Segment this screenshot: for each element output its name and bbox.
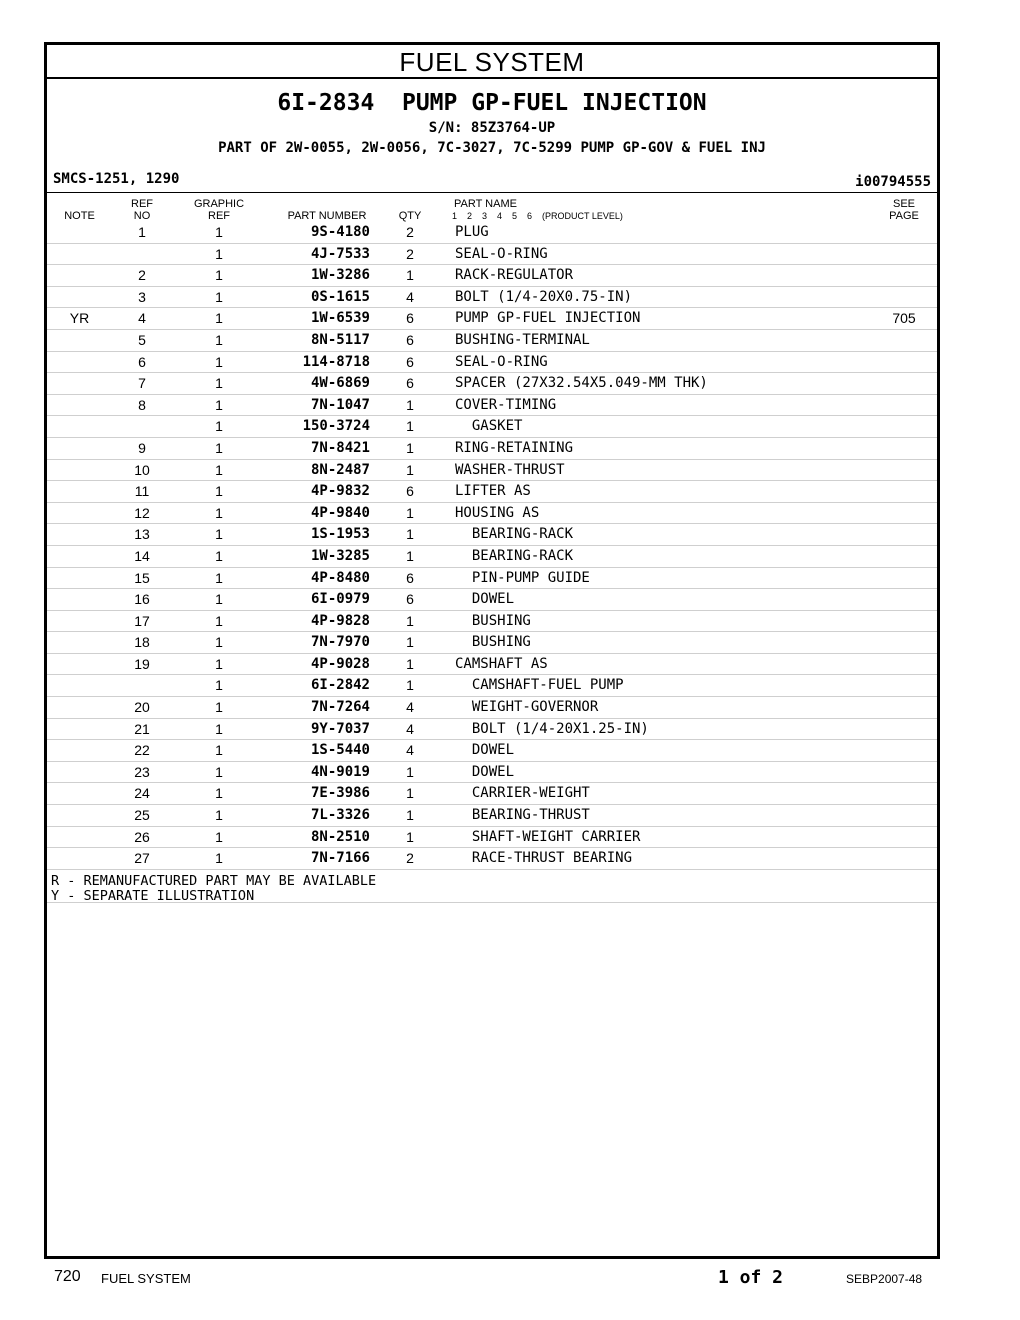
graphic-ref-cell: 1 [215, 828, 223, 845]
table-row [47, 827, 937, 849]
table-row [47, 611, 937, 633]
part-number-cell: 4N-9019 [310, 763, 370, 780]
column-header-qty [395, 210, 425, 222]
table-row [47, 762, 937, 784]
graphic-ref-cell: 1 [215, 807, 223, 824]
graphic-ref-cell: 1 [215, 288, 223, 305]
graphic-ref-cell: 1 [215, 699, 223, 716]
column-header-see-page [879, 198, 929, 222]
part-number-cell: 4P-9840 [310, 504, 370, 521]
qty-cell: 1 [406, 267, 414, 284]
column-header-qty-label: QTY [398, 210, 422, 222]
ref-no-cell: 9 [138, 439, 146, 456]
part-name-cell: SPACER (27X32.54X5.049-MM THK) [455, 375, 708, 392]
part-name-cell: BUSHING [455, 612, 531, 629]
table-row [47, 265, 937, 287]
part-name-cell: CARRIER-WEIGHT [455, 785, 590, 802]
ref-no-cell: 12 [134, 504, 150, 521]
ref-no-cell: 19 [134, 655, 150, 672]
qty-cell: 1 [406, 439, 414, 456]
qty-cell: 1 [406, 526, 414, 543]
column-header-graphic-line1: GRAPHIC [193, 198, 245, 210]
ref-no-cell: 25 [134, 807, 150, 824]
part-number-cell: 4W-6869 [310, 375, 370, 392]
column-header-note-label: NOTE [64, 210, 95, 222]
part-name-cell: GASKET [455, 418, 523, 435]
ref-no-cell: 24 [134, 785, 150, 802]
part-name-cell: BEARING-RACK [455, 526, 574, 543]
qty-cell: 6 [406, 331, 414, 348]
page-frame [44, 42, 940, 1259]
table-row [47, 460, 937, 482]
ref-no-cell: 6 [138, 353, 146, 370]
graphic-ref-cell: 1 [215, 375, 223, 392]
part-name-cell: WASHER-THRUST [455, 461, 565, 478]
qty-cell: 4 [406, 742, 414, 759]
table-row [47, 654, 937, 676]
ref-no-cell: 8 [138, 396, 146, 413]
ref-no-cell: 11 [134, 483, 150, 500]
column-header-graphic [184, 198, 254, 222]
ref-no-cell: 14 [134, 547, 150, 564]
part-number-cell: 1W-3285 [310, 547, 370, 564]
table-row [47, 719, 937, 741]
qty-cell: 1 [406, 785, 414, 802]
footer-page-number: 720 [54, 1268, 81, 1285]
footer-page-count: 1 of 2 [718, 1267, 784, 1288]
table-row [47, 589, 937, 611]
ref-no-cell: 27 [134, 850, 150, 867]
part-number-cell: 6I-0979 [310, 591, 370, 608]
table-row [47, 244, 937, 266]
serial-number: S/N: 85Z3764-UP [428, 120, 556, 136]
graphic-ref-cell: 1 [215, 547, 223, 564]
qty-cell: 1 [406, 418, 414, 435]
part-number-cell: 0S-1615 [310, 288, 370, 305]
graphic-ref-cell: 1 [215, 612, 223, 629]
qty-cell: 1 [406, 504, 414, 521]
table-row [47, 675, 937, 697]
graphic-ref-cell: 1 [215, 483, 223, 500]
ref-no-cell: 21 [134, 720, 150, 737]
part-name-cell: DOWEL [455, 763, 515, 780]
table-row [47, 481, 937, 503]
graphic-ref-cell: 1 [215, 224, 223, 240]
qty-cell: 6 [406, 591, 414, 608]
part-number-cell: 4P-8480 [310, 569, 370, 586]
column-header-ref-line1: REF [131, 198, 153, 210]
part-number-cell: 7N-7970 [310, 634, 370, 651]
graphic-ref-cell: 1 [215, 569, 223, 586]
part-number-cell: 8N-2487 [310, 461, 370, 478]
part-number-cell: 7L-3326 [310, 807, 370, 824]
part-number-cell: 114-8718 [302, 353, 370, 370]
qty-cell: 2 [406, 224, 414, 240]
table-row [47, 740, 937, 762]
column-header-see-line2: PAGE [889, 210, 919, 222]
part-name-cell: BEARING-RACK [455, 547, 574, 564]
graphic-ref-cell: 1 [215, 267, 223, 284]
ref-no-cell: 16 [134, 591, 150, 608]
column-header-graphic-line2: REF [208, 210, 230, 222]
column-header-part-number-label: PART NUMBER [287, 210, 367, 222]
qty-cell: 1 [406, 807, 414, 824]
part-number-cell: 9S-4180 [310, 224, 370, 240]
parts-table [47, 222, 937, 870]
qty-cell: 1 [406, 547, 414, 564]
table-row [47, 438, 937, 460]
part-name-cell: CAMSHAFT AS [455, 655, 548, 672]
part-name-cell: HOUSING AS [455, 504, 540, 521]
qty-cell: 2 [406, 850, 414, 867]
part-number-cell: 4P-9832 [310, 483, 370, 500]
ref-no-cell: 23 [134, 763, 150, 780]
ref-no-cell: 18 [134, 634, 150, 651]
smcs-code: SMCS-1251, 1290 [53, 171, 180, 187]
qty-cell: 6 [406, 353, 414, 370]
graphic-ref-cell: 1 [215, 850, 223, 867]
graphic-ref-cell: 1 [215, 461, 223, 478]
table-row [47, 416, 937, 438]
table-row [47, 395, 937, 417]
graphic-ref-cell: 1 [215, 418, 223, 435]
qty-cell: 6 [406, 375, 414, 392]
part-name-cell: RACK-REGULATOR [455, 267, 574, 284]
part-name-cell: PLUG [455, 224, 489, 240]
part-number-cell: 1S-1953 [310, 526, 370, 543]
part-number-cell: 7N-1047 [310, 396, 370, 413]
part-name-cell: BOLT (1/4-20X1.25-IN) [455, 720, 649, 737]
product-level-scale: 1 2 3 4 5 6 (PRODUCT LEVEL) [452, 211, 623, 221]
notes-legend [51, 874, 937, 904]
qty-cell: 4 [406, 288, 414, 305]
part-number-cell: 7N-8421 [310, 439, 370, 456]
graphic-ref-cell: 1 [215, 763, 223, 780]
ref-no-cell: 17 [134, 612, 150, 629]
qty-cell: 1 [406, 396, 414, 413]
graphic-ref-cell: 1 [215, 720, 223, 737]
graphic-ref-cell: 1 [215, 677, 223, 694]
column-header-part-name [454, 198, 517, 210]
part-name-cell: BUSHING [455, 634, 531, 651]
part-number-cell: 9Y-7037 [310, 720, 370, 737]
graphic-ref-cell: 1 [215, 591, 223, 608]
part-name-cell: LIFTER AS [455, 483, 531, 500]
graphic-ref-cell: 1 [215, 310, 223, 327]
graphic-ref-cell: 1 [215, 655, 223, 672]
footer-doc-id: SEBP2007-48 [846, 1272, 923, 1286]
illustration-id: i00794555 [855, 174, 931, 190]
column-header-part-number [275, 210, 379, 222]
note-cell: YR [69, 310, 90, 327]
table-row [47, 287, 937, 309]
ref-no-cell: 10 [134, 461, 150, 478]
qty-cell: 6 [406, 569, 414, 586]
table-row [47, 308, 937, 330]
ref-no-cell: 13 [134, 526, 150, 543]
ref-no-cell: 22 [134, 742, 150, 759]
part-number-cell: 1S-5440 [310, 742, 370, 759]
table-row [47, 632, 937, 654]
ref-no-cell: 1 [138, 224, 146, 240]
note-remanufactured: R - REMANUFACTURED PART MAY BE AVAILABLE [51, 873, 377, 889]
ref-no-cell: 3 [138, 288, 146, 305]
part-number-cell: 8N-2510 [310, 828, 370, 845]
header-divider [47, 192, 937, 193]
part-name-cell: SEAL-O-RING [455, 245, 548, 262]
graphic-ref-cell: 1 [215, 634, 223, 651]
table-row [47, 848, 937, 870]
table-row [47, 222, 937, 244]
part-name-cell: BUSHING-TERMINAL [455, 331, 590, 348]
part-number-cell: 1W-3286 [310, 267, 370, 284]
column-header-ref-line2: NO [133, 210, 151, 222]
graphic-ref-cell: 1 [215, 396, 223, 413]
qty-cell: 1 [406, 763, 414, 780]
column-header-note [57, 210, 102, 222]
qty-cell: 4 [406, 720, 414, 737]
group-title: 6I-2834 PUMP GP-FUEL INJECTION [277, 90, 707, 116]
graphic-ref-cell: 1 [215, 353, 223, 370]
qty-cell: 6 [406, 310, 414, 327]
graphic-ref-cell: 1 [215, 742, 223, 759]
part-number-cell: 8N-5117 [310, 331, 370, 348]
qty-cell: 1 [406, 655, 414, 672]
table-row [47, 330, 937, 352]
part-name-cell: SEAL-O-RING [455, 353, 548, 370]
qty-cell: 1 [406, 612, 414, 629]
qty-cell: 4 [406, 699, 414, 716]
table-row [47, 524, 937, 546]
part-name-cell: RACE-THRUST BEARING [455, 850, 633, 867]
table-row [47, 352, 937, 374]
ref-no-cell: 26 [134, 828, 150, 845]
part-number-cell: 7N-7264 [310, 699, 370, 716]
part-of-line: PART OF 2W-0055, 2W-0056, 7C-3027, 7C-5299 PUMP GP-GOV & FUEL INJ [218, 140, 766, 156]
table-row [47, 783, 937, 805]
graphic-ref-cell: 1 [215, 785, 223, 802]
qty-cell: 1 [406, 828, 414, 845]
ref-no-cell: 15 [134, 569, 150, 586]
footer-section: FUEL SYSTEM [101, 1271, 191, 1286]
part-number-cell: 1W-6539 [310, 310, 370, 327]
part-name-cell: RING-RETAINING [455, 439, 574, 456]
ref-no-cell: 20 [134, 699, 150, 716]
part-number-cell: 7N-7166 [310, 850, 370, 867]
table-row [47, 503, 937, 525]
part-number-cell: 4J-7533 [310, 245, 370, 262]
table-row [47, 805, 937, 827]
part-name-cell: PIN-PUMP GUIDE [455, 569, 590, 586]
column-header-part-name-label: PART NAME [454, 198, 517, 210]
part-name-cell: DOWEL [455, 742, 515, 759]
qty-cell: 1 [406, 677, 414, 694]
graphic-ref-cell: 1 [215, 504, 223, 521]
section-title: FUEL SYSTEM [47, 45, 937, 79]
column-header-see-line1: SEE [892, 198, 915, 210]
part-name-cell: BEARING-THRUST [455, 807, 590, 824]
table-row [47, 373, 937, 395]
ref-no-cell: 7 [138, 375, 146, 392]
graphic-ref-cell: 1 [215, 439, 223, 456]
table-row [47, 546, 937, 568]
notes-divider [47, 902, 937, 903]
part-name-cell: COVER-TIMING [455, 396, 557, 413]
qty-cell: 1 [406, 634, 414, 651]
part-number-cell: 4P-9028 [310, 655, 370, 672]
ref-no-cell: 5 [138, 331, 146, 348]
part-number-cell: 150-3724 [302, 418, 370, 435]
part-name-cell: CAMSHAFT-FUEL PUMP [455, 677, 624, 694]
part-number-cell: 6I-2842 [310, 677, 370, 694]
qty-cell: 6 [406, 483, 414, 500]
graphic-ref-cell: 1 [215, 331, 223, 348]
part-name-cell: SHAFT-WEIGHT CARRIER [455, 828, 641, 845]
qty-cell: 1 [406, 461, 414, 478]
table-row [47, 697, 937, 719]
qty-cell: 2 [406, 245, 414, 262]
graphic-ref-cell: 1 [215, 245, 223, 262]
graphic-ref-cell: 1 [215, 526, 223, 543]
part-name-cell: DOWEL [455, 591, 515, 608]
ref-no-cell: 2 [138, 267, 146, 284]
part-name-cell: WEIGHT-GOVERNOR [455, 699, 599, 716]
table-row [47, 568, 937, 590]
see-page-cell: 705 [892, 310, 916, 327]
column-header-ref [122, 198, 162, 222]
part-number-cell: 4P-9828 [310, 612, 370, 629]
note-separate-illustration: Y - SEPARATE ILLUSTRATION [51, 888, 255, 904]
part-name-cell: PUMP GP-FUEL INJECTION [455, 310, 641, 327]
part-name-cell: BOLT (1/4-20X0.75-IN) [455, 288, 633, 305]
ref-no-cell: 4 [138, 310, 146, 327]
part-number-cell: 7E-3986 [310, 785, 370, 802]
